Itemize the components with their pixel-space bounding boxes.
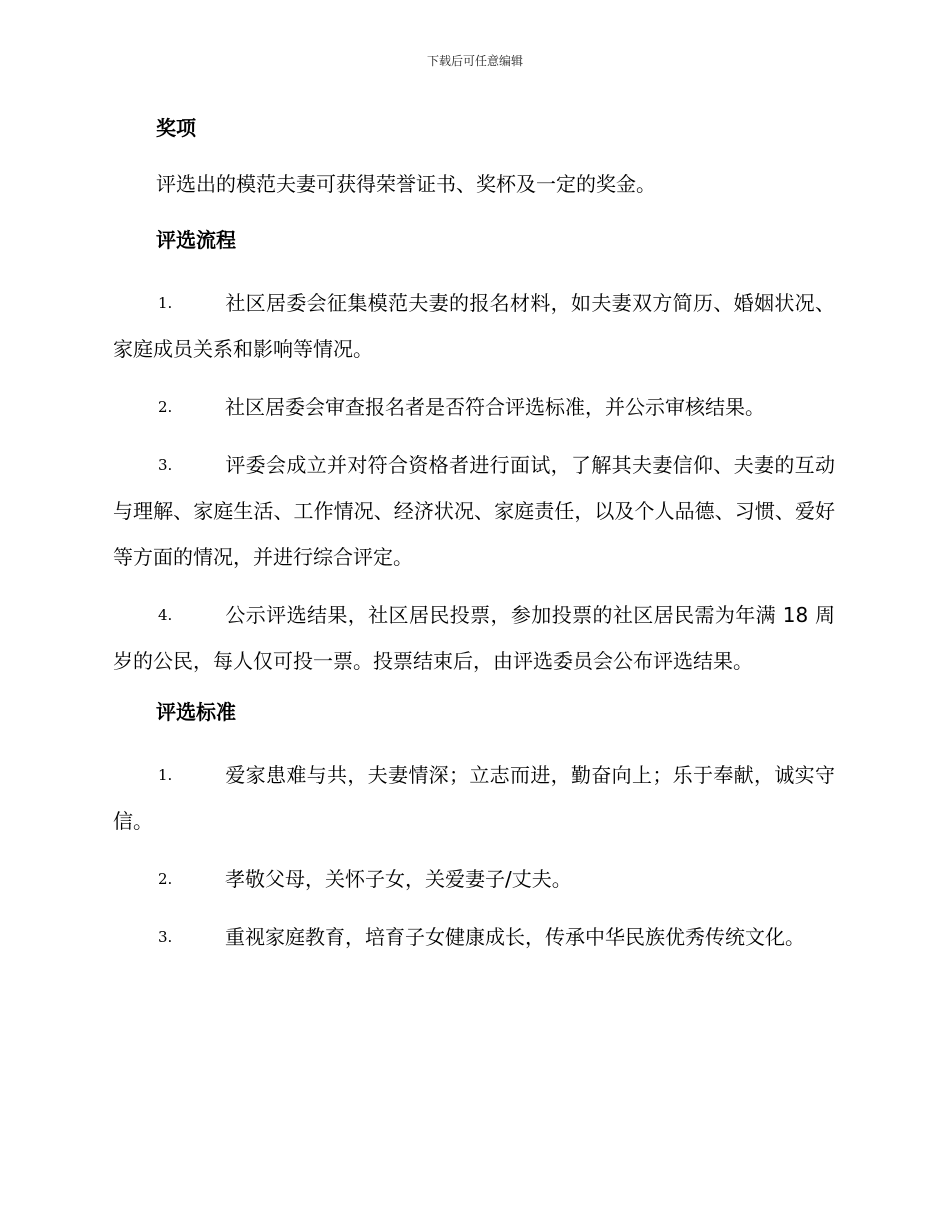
list-item: [113, 280, 835, 372]
list-item: [113, 914, 835, 960]
list-item-text: 爱家患难与共，夫妻情深；立志而进，勤奋向上；乐于奉献，诚实守信。: [113, 763, 835, 833]
list-item: [113, 442, 835, 580]
list-item-number: 1.: [158, 294, 173, 312]
list-item-text: 重视家庭教育，培育子女健康成长，传承中华民族优秀传统文化。: [225, 925, 805, 949]
section-heading-process: 评选流程: [156, 228, 236, 252]
list-item-text: 评委会成立并对符合资格者进行面试，了解其夫妻信仰、夫妻的互动与理解、家庭生活、工作情况、经济状况、家庭责任，以及个人品德、习惯、爱好等方面的情况，并进行综合评定。: [113, 453, 835, 569]
document-body: [113, 112, 835, 972]
page-header: 下载后可任意编辑: [426, 54, 523, 68]
list-item: [113, 592, 835, 684]
list-item: [113, 752, 835, 844]
list-item-number: 3.: [158, 456, 173, 474]
section-heading-awards: 奖项: [156, 116, 196, 140]
list-item-text: 公示评选结果，社区居民投票，参加投票的社区居民需为年满 18 周岁的公民，每人仅可投一票。投票结束后，由评选委员会公布评选结果。: [113, 603, 835, 673]
section-heading-criteria: 评选标准: [156, 700, 236, 724]
list-item-number: 4.: [158, 606, 173, 624]
list-item-text: 社区居委会审查报名者是否符合评选标准，并公示审核结果。: [225, 395, 765, 419]
list-item-number: 2.: [158, 398, 173, 416]
list-item-text: 社区居委会征集模范夫妻的报名材料，如夫妻双方简历、婚姻状况、家庭成员关系和影响等情况。: [113, 291, 835, 361]
list-item-number: 1.: [158, 766, 173, 784]
list-item-number: 3.: [158, 928, 173, 946]
awards-paragraph: 评选出的模范夫妻可获得荣誉证书、奖杯及一定的奖金。: [156, 172, 656, 196]
list-item: [113, 384, 835, 430]
list-item-text: 孝敬父母，关怀子女，关爱妻子/丈夫。: [225, 867, 572, 891]
list-item: [113, 856, 835, 902]
list-item-number: 2.: [158, 870, 173, 888]
